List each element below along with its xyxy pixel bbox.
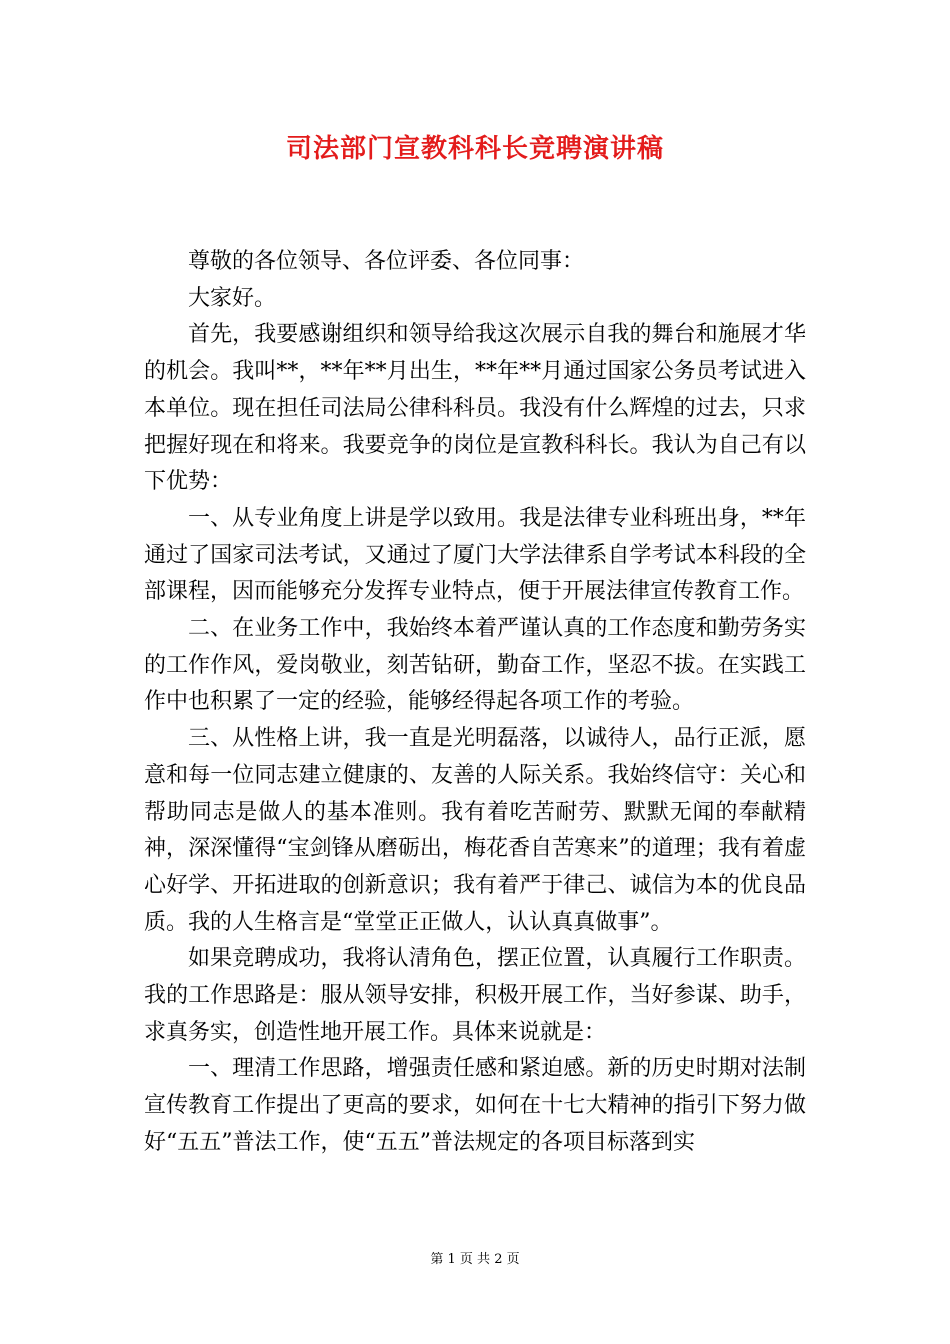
paragraph-plan-1: 一、理清工作思路，增强责任感和紧迫感。新的历史时期对法制宣传教育工作提出了更高的要求，如何在十七大精神的指引下努力做好“五五”普法工作，使“五五”普法规定的各项目标落到实 [144,1056,806,1155]
paragraph-advantage-1: 一、从专业角度上讲是学以致用。我是法律专业科班出身，**年通过了国家司法考试，又通过了厦门大学法律系自学考试本科段的全部课程，因而能够充分发挥专业特点，便于开展法律宣传教育工作。 [144,505,806,605]
paragraph-advantage-3: 三、从性格上讲，我一直是光明磊落，以诚待人，品行正派，愿意和每一位同志建立健康的、友善的人际关系。我始终信守：关心和帮助同志是做人的基本准则。我有着吃苦耐劳、默默无闻的奉献精神，深深懂得“宝剑锋从磨砺出，梅花香自苦寒来”的道理；我有着虚心好学、开拓进取的创新意识；我有着严于律己、诚信为本的优良品质。我的人生格言是“堂堂正正做人，认认真真做事”。 [144,726,806,935]
document-body [144,244,806,1162]
page-number: 第 1 页 共 2 页 [430,1252,520,1267]
greeting: 大家好。 [188,285,277,311]
paragraph-work-plan: 如果竞聘成功，我将认清角色，摆正位置，认真履行工作职责。我的工作思路是：服从领导安排，积极开展工作，当好参谋、助手，求真务实，创造性地开展工作。具体来说就是： [144,946,806,1045]
page-footer [0,1248,950,1267]
paragraph-advantage-2: 二、在业务工作中，我始终本着严谨认真的工作态度和勤劳务实的工作作风，爱岗敬业，刻苦钻研，勤奋工作，坚忍不拔。在实践工作中也积累了一定的经验，能够经得起各项工作的考验。 [144,616,806,715]
paragraph-intro: 首先，我要感谢组织和领导给我这次展示自我的舞台和施展才华的机会。我叫**，**年**月出生，**年**月通过国家公务员考试进入本单位。现在担任司法局公律科科员。我没有什么辉煌的过去，只求把握好现在和将来。我要竞争的岗位是宣教科科长。我认为自己有以下优势： [144,322,806,495]
document-title: 司法部门宣教科科长竞聘演讲稿 [285,134,664,164]
salutation: 尊敬的各位领导、各位评委、各位同事： [188,249,585,274]
